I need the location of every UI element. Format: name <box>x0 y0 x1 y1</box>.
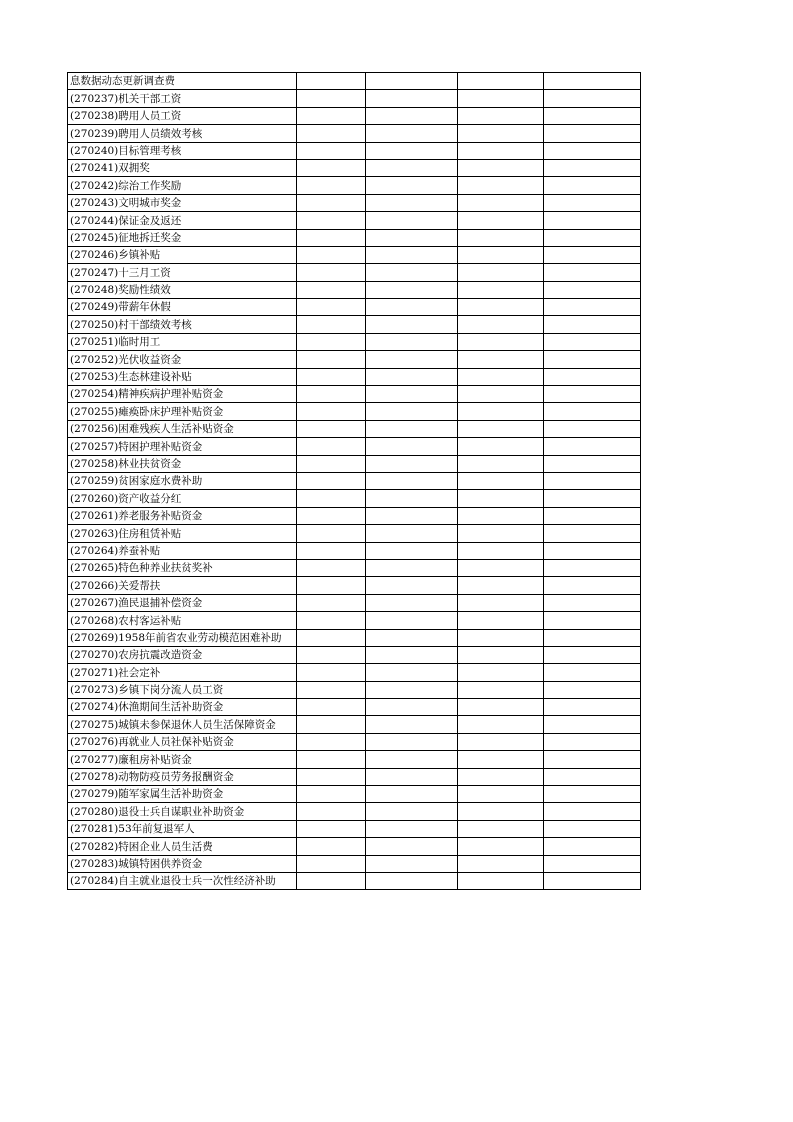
table-row <box>68 368 641 385</box>
table-row <box>68 299 641 316</box>
empty-cell[interactable] <box>297 177 366 194</box>
item-name-cell[interactable]: (270256)困难残疾人生活补贴资金 <box>68 420 297 437</box>
item-name-cell[interactable]: (270268)农村客运补贴 <box>68 612 297 629</box>
empty-cell[interactable] <box>366 768 458 785</box>
empty-cell[interactable] <box>297 594 366 611</box>
empty-cell[interactable] <box>297 368 366 385</box>
empty-cell[interactable] <box>544 212 641 229</box>
empty-cell[interactable] <box>544 368 641 385</box>
item-name-cell[interactable]: (270274)休渔期间生活补助资金 <box>68 699 297 716</box>
item-name-cell[interactable]: (270260)资产收益分红 <box>68 490 297 507</box>
empty-cell[interactable] <box>366 194 458 211</box>
item-name-cell[interactable]: (270257)特困护理补贴资金 <box>68 438 297 455</box>
empty-cell[interactable] <box>458 316 544 333</box>
table-row <box>68 559 641 576</box>
table-row <box>68 525 641 542</box>
empty-cell[interactable] <box>458 107 544 124</box>
empty-cell[interactable] <box>297 455 366 472</box>
item-name-cell[interactable]: (270242)综治工作奖励 <box>68 177 297 194</box>
empty-cell[interactable] <box>297 194 366 211</box>
empty-cell[interactable] <box>297 107 366 124</box>
table-row <box>68 629 641 646</box>
item-name-cell[interactable]: (270238)聘用人员工资 <box>68 107 297 124</box>
item-name-cell[interactable]: (270277)廉租房补贴资金 <box>68 751 297 768</box>
empty-cell[interactable] <box>544 699 641 716</box>
item-name-cell[interactable]: (270266)关爱帮扶 <box>68 577 297 594</box>
item-name-cell[interactable]: (270237)机关干部工资 <box>68 90 297 107</box>
empty-cell[interactable] <box>544 333 641 350</box>
empty-cell[interactable] <box>458 351 544 368</box>
empty-cell[interactable] <box>544 577 641 594</box>
empty-cell[interactable] <box>544 90 641 107</box>
empty-cell[interactable] <box>458 768 544 785</box>
empty-cell[interactable] <box>366 525 458 542</box>
table-row <box>68 716 641 733</box>
empty-cell[interactable] <box>458 264 544 281</box>
item-name-cell[interactable]: (270267)渔民退捕补偿资金 <box>68 594 297 611</box>
empty-cell[interactable] <box>544 107 641 124</box>
table-row <box>68 733 641 750</box>
empty-cell[interactable] <box>544 820 641 837</box>
table-row <box>68 577 641 594</box>
empty-cell[interactable] <box>366 264 458 281</box>
empty-cell[interactable] <box>458 681 544 698</box>
empty-cell[interactable] <box>458 820 544 837</box>
empty-cell[interactable] <box>458 559 544 576</box>
item-name-cell[interactable]: (270249)带薪年休假 <box>68 299 297 316</box>
empty-cell[interactable] <box>366 229 458 246</box>
empty-cell[interactable] <box>544 403 641 420</box>
empty-cell[interactable] <box>544 507 641 524</box>
empty-cell[interactable] <box>297 490 366 507</box>
empty-cell[interactable] <box>366 177 458 194</box>
empty-cell[interactable] <box>366 577 458 594</box>
empty-cell[interactable] <box>544 559 641 576</box>
table-row <box>68 194 641 211</box>
empty-cell[interactable] <box>297 438 366 455</box>
empty-cell[interactable] <box>297 820 366 837</box>
empty-cell[interactable] <box>458 403 544 420</box>
table-body <box>68 73 641 890</box>
empty-cell[interactable] <box>366 299 458 316</box>
empty-cell[interactable] <box>458 542 544 559</box>
empty-cell[interactable] <box>544 125 641 142</box>
empty-cell[interactable] <box>366 159 458 176</box>
table-row <box>68 420 641 437</box>
item-name-cell[interactable]: (270245)征地拆迁奖金 <box>68 229 297 246</box>
empty-cell[interactable] <box>366 646 458 663</box>
empty-cell[interactable] <box>458 751 544 768</box>
empty-cell[interactable] <box>297 246 366 263</box>
empty-cell[interactable] <box>458 594 544 611</box>
item-name-cell[interactable]: (270263)住房租赁补贴 <box>68 525 297 542</box>
empty-cell[interactable] <box>366 612 458 629</box>
empty-cell[interactable] <box>366 855 458 872</box>
empty-cell[interactable] <box>366 559 458 576</box>
empty-cell[interactable] <box>544 594 641 611</box>
empty-cell[interactable] <box>297 333 366 350</box>
empty-cell[interactable] <box>544 525 641 542</box>
empty-cell[interactable] <box>297 90 366 107</box>
empty-cell[interactable] <box>297 507 366 524</box>
empty-cell[interactable] <box>366 542 458 559</box>
empty-cell[interactable] <box>544 855 641 872</box>
empty-cell[interactable] <box>458 838 544 855</box>
empty-cell[interactable] <box>458 281 544 298</box>
empty-cell[interactable] <box>297 872 366 889</box>
empty-cell[interactable] <box>458 125 544 142</box>
empty-cell[interactable] <box>297 142 366 159</box>
empty-cell[interactable] <box>544 316 641 333</box>
empty-cell[interactable] <box>458 455 544 472</box>
empty-cell[interactable] <box>366 664 458 681</box>
empty-cell[interactable] <box>544 612 641 629</box>
item-name-cell[interactable]: (270239)聘用人员绩效考核 <box>68 125 297 142</box>
item-name-cell[interactable]: (270278)动物防疫员劳务报酬资金 <box>68 768 297 785</box>
empty-cell[interactable] <box>458 229 544 246</box>
empty-cell[interactable] <box>458 646 544 663</box>
empty-cell[interactable] <box>297 351 366 368</box>
empty-cell[interactable] <box>458 699 544 716</box>
data-table <box>67 72 641 890</box>
empty-cell[interactable] <box>366 107 458 124</box>
item-name-cell[interactable]: (270280)退役士兵自谋职业补助资金 <box>68 803 297 820</box>
table-row <box>68 142 641 159</box>
item-name-cell[interactable]: (270244)保证金及返还 <box>68 212 297 229</box>
empty-cell[interactable] <box>297 629 366 646</box>
empty-cell[interactable] <box>544 472 641 489</box>
empty-cell[interactable] <box>366 490 458 507</box>
empty-cell[interactable] <box>544 542 641 559</box>
empty-cell[interactable] <box>366 507 458 524</box>
empty-cell[interactable] <box>297 159 366 176</box>
empty-cell[interactable] <box>544 264 641 281</box>
table-row <box>68 542 641 559</box>
empty-cell[interactable] <box>297 212 366 229</box>
empty-cell[interactable] <box>297 420 366 437</box>
empty-cell[interactable] <box>544 142 641 159</box>
empty-cell[interactable] <box>458 525 544 542</box>
empty-cell[interactable] <box>297 403 366 420</box>
empty-cell[interactable] <box>458 855 544 872</box>
empty-cell[interactable] <box>366 246 458 263</box>
empty-cell[interactable] <box>458 333 544 350</box>
empty-cell[interactable] <box>366 403 458 420</box>
table-row <box>68 159 641 176</box>
item-name-cell[interactable]: (270240)目标管理考核 <box>68 142 297 159</box>
item-name-cell[interactable]: (270254)精神疾病护理补贴资金 <box>68 386 297 403</box>
table-row <box>68 751 641 768</box>
empty-cell[interactable] <box>366 281 458 298</box>
table-row <box>68 646 641 663</box>
empty-cell[interactable] <box>297 386 366 403</box>
empty-cell[interactable] <box>458 246 544 263</box>
empty-cell[interactable] <box>544 733 641 750</box>
table-row <box>68 664 641 681</box>
item-name-cell[interactable]: (270250)村干部绩效考核 <box>68 316 297 333</box>
empty-cell[interactable] <box>297 646 366 663</box>
table-row <box>68 472 641 489</box>
item-name-cell[interactable]: (270275)城镇未参保退休人员生活保障资金 <box>68 716 297 733</box>
empty-cell[interactable] <box>544 420 641 437</box>
empty-cell[interactable] <box>458 438 544 455</box>
empty-cell[interactable] <box>297 716 366 733</box>
empty-cell[interactable] <box>297 125 366 142</box>
empty-cell[interactable] <box>297 612 366 629</box>
empty-cell[interactable] <box>458 716 544 733</box>
empty-cell[interactable] <box>544 646 641 663</box>
table-row <box>68 212 641 229</box>
empty-cell[interactable] <box>458 786 544 803</box>
table-row <box>68 438 641 455</box>
item-name-cell[interactable]: (270284)自主就业退役士兵一次性经济补助 <box>68 872 297 889</box>
table-row <box>68 820 641 837</box>
empty-cell[interactable] <box>458 420 544 437</box>
empty-cell[interactable] <box>297 577 366 594</box>
item-name-cell[interactable]: 息数据动态更新调查费 <box>68 73 297 90</box>
empty-cell[interactable] <box>297 681 366 698</box>
item-name-cell[interactable]: (270255)瘫痪卧床护理补贴资金 <box>68 403 297 420</box>
empty-cell[interactable] <box>458 507 544 524</box>
table-row <box>68 107 641 124</box>
empty-cell[interactable] <box>297 281 366 298</box>
empty-cell[interactable] <box>544 73 641 90</box>
empty-cell[interactable] <box>297 559 366 576</box>
empty-cell[interactable] <box>366 333 458 350</box>
item-name-cell[interactable]: (270259)贫困家庭水费补助 <box>68 472 297 489</box>
empty-cell[interactable] <box>458 733 544 750</box>
table-row <box>68 803 641 820</box>
item-name-cell[interactable]: (270283)城镇特困供养资金 <box>68 855 297 872</box>
empty-cell[interactable] <box>458 159 544 176</box>
table-row <box>68 351 641 368</box>
empty-cell[interactable] <box>458 612 544 629</box>
item-name-cell[interactable]: (270241)双拥奖 <box>68 159 297 176</box>
empty-cell[interactable] <box>366 820 458 837</box>
item-name-cell[interactable]: (270271)社会定补 <box>68 664 297 681</box>
empty-cell[interactable] <box>297 803 366 820</box>
empty-cell[interactable] <box>297 855 366 872</box>
empty-cell[interactable] <box>297 733 366 750</box>
table-row <box>68 855 641 872</box>
empty-cell[interactable] <box>544 786 641 803</box>
empty-cell[interactable] <box>366 351 458 368</box>
empty-cell[interactable] <box>366 629 458 646</box>
item-name-cell[interactable]: (270276)再就业人员社保补贴资金 <box>68 733 297 750</box>
empty-cell[interactable] <box>458 177 544 194</box>
item-name-cell[interactable]: (270248)奖励性绩效 <box>68 281 297 298</box>
empty-cell[interactable] <box>544 629 641 646</box>
empty-cell[interactable] <box>366 681 458 698</box>
item-name-cell[interactable]: (270247)十三月工资 <box>68 264 297 281</box>
table-row <box>68 699 641 716</box>
empty-cell[interactable] <box>297 664 366 681</box>
empty-cell[interactable] <box>458 299 544 316</box>
empty-cell[interactable] <box>366 438 458 455</box>
empty-cell[interactable] <box>458 142 544 159</box>
empty-cell[interactable] <box>366 751 458 768</box>
table-row <box>68 872 641 889</box>
item-name-cell[interactable]: (270270)农房抗震改造资金 <box>68 646 297 663</box>
empty-cell[interactable] <box>366 142 458 159</box>
table-row <box>68 681 641 698</box>
empty-cell[interactable] <box>297 299 366 316</box>
item-name-cell[interactable]: (270281)53年前复退军人 <box>68 820 297 837</box>
table-row <box>68 73 641 90</box>
empty-cell[interactable] <box>544 803 641 820</box>
empty-cell[interactable] <box>544 159 641 176</box>
item-name-cell[interactable]: (270252)光伏收益资金 <box>68 351 297 368</box>
empty-cell[interactable] <box>366 125 458 142</box>
empty-cell[interactable] <box>544 281 641 298</box>
empty-cell[interactable] <box>544 751 641 768</box>
empty-cell[interactable] <box>297 786 366 803</box>
empty-cell[interactable] <box>458 472 544 489</box>
empty-cell[interactable] <box>366 594 458 611</box>
table-row <box>68 90 641 107</box>
empty-cell[interactable] <box>366 386 458 403</box>
empty-cell[interactable] <box>297 229 366 246</box>
empty-cell[interactable] <box>297 264 366 281</box>
empty-cell[interactable] <box>458 629 544 646</box>
table-row <box>68 768 641 785</box>
empty-cell[interactable] <box>297 73 366 90</box>
table-row <box>68 281 641 298</box>
table-row <box>68 838 641 855</box>
item-name-cell[interactable]: (270282)特困企业人员生活费 <box>68 838 297 855</box>
table-row <box>68 455 641 472</box>
empty-cell[interactable] <box>297 472 366 489</box>
table-row <box>68 786 641 803</box>
empty-cell[interactable] <box>544 438 641 455</box>
empty-cell[interactable] <box>458 490 544 507</box>
empty-cell[interactable] <box>544 194 641 211</box>
item-name-cell[interactable]: (270243)文明城市奖金 <box>68 194 297 211</box>
empty-cell[interactable] <box>544 386 641 403</box>
empty-cell[interactable] <box>366 455 458 472</box>
empty-cell[interactable] <box>366 803 458 820</box>
item-name-cell[interactable]: (270279)随军家属生活补助资金 <box>68 786 297 803</box>
table-row <box>68 333 641 350</box>
empty-cell[interactable] <box>544 455 641 472</box>
table-row <box>68 177 641 194</box>
table-row <box>68 264 641 281</box>
table-row <box>68 490 641 507</box>
empty-cell[interactable] <box>544 716 641 733</box>
empty-cell[interactable] <box>366 73 458 90</box>
table-row <box>68 386 641 403</box>
item-name-cell[interactable]: (270258)林业扶贫资金 <box>68 455 297 472</box>
empty-cell[interactable] <box>366 316 458 333</box>
empty-cell[interactable] <box>366 733 458 750</box>
empty-cell[interactable] <box>366 420 458 437</box>
empty-cell[interactable] <box>544 490 641 507</box>
empty-cell[interactable] <box>544 768 641 785</box>
empty-cell[interactable] <box>366 212 458 229</box>
item-name-cell[interactable]: (270273)乡镇下岗分流人员工资 <box>68 681 297 698</box>
table-row <box>68 594 641 611</box>
empty-cell[interactable] <box>458 803 544 820</box>
empty-cell[interactable] <box>366 838 458 855</box>
table-row <box>68 507 641 524</box>
empty-cell[interactable] <box>297 838 366 855</box>
empty-cell[interactable] <box>297 768 366 785</box>
empty-cell[interactable] <box>458 577 544 594</box>
empty-cell[interactable] <box>544 664 641 681</box>
empty-cell[interactable] <box>458 386 544 403</box>
empty-cell[interactable] <box>297 542 366 559</box>
empty-cell[interactable] <box>458 90 544 107</box>
empty-cell[interactable] <box>366 472 458 489</box>
empty-cell[interactable] <box>297 751 366 768</box>
item-name-cell[interactable]: (270264)养蚕补贴 <box>68 542 297 559</box>
empty-cell[interactable] <box>544 246 641 263</box>
empty-cell[interactable] <box>366 716 458 733</box>
table-row <box>68 403 641 420</box>
empty-cell[interactable] <box>458 212 544 229</box>
empty-cell[interactable] <box>297 525 366 542</box>
empty-cell[interactable] <box>366 90 458 107</box>
empty-cell[interactable] <box>458 368 544 385</box>
item-name-cell[interactable]: (270251)临时用工 <box>68 333 297 350</box>
table-row <box>68 246 641 263</box>
empty-cell[interactable] <box>544 872 641 889</box>
empty-cell[interactable] <box>544 838 641 855</box>
empty-cell[interactable] <box>366 872 458 889</box>
item-name-cell[interactable]: (270265)特色种养业扶贫奖补 <box>68 559 297 576</box>
item-name-cell[interactable]: (270261)养老服务补贴资金 <box>68 507 297 524</box>
table-row <box>68 612 641 629</box>
empty-cell[interactable] <box>544 177 641 194</box>
empty-cell[interactable] <box>544 299 641 316</box>
empty-cell[interactable] <box>297 316 366 333</box>
empty-cell[interactable] <box>458 872 544 889</box>
table-row <box>68 229 641 246</box>
item-name-cell[interactable]: (270246)乡镇补贴 <box>68 246 297 263</box>
empty-cell[interactable] <box>458 664 544 681</box>
empty-cell[interactable] <box>297 699 366 716</box>
table-row <box>68 316 641 333</box>
item-name-cell[interactable]: (270253)生态林建设补贴 <box>68 368 297 385</box>
empty-cell[interactable] <box>544 351 641 368</box>
empty-cell[interactable] <box>458 73 544 90</box>
empty-cell[interactable] <box>544 681 641 698</box>
item-name-cell[interactable]: (270269)1958年前省农业劳动模范困难补助 <box>68 629 297 646</box>
empty-cell[interactable] <box>366 699 458 716</box>
empty-cell[interactable] <box>458 194 544 211</box>
empty-cell[interactable] <box>366 786 458 803</box>
table-row <box>68 125 641 142</box>
empty-cell[interactable] <box>544 229 641 246</box>
empty-cell[interactable] <box>366 368 458 385</box>
